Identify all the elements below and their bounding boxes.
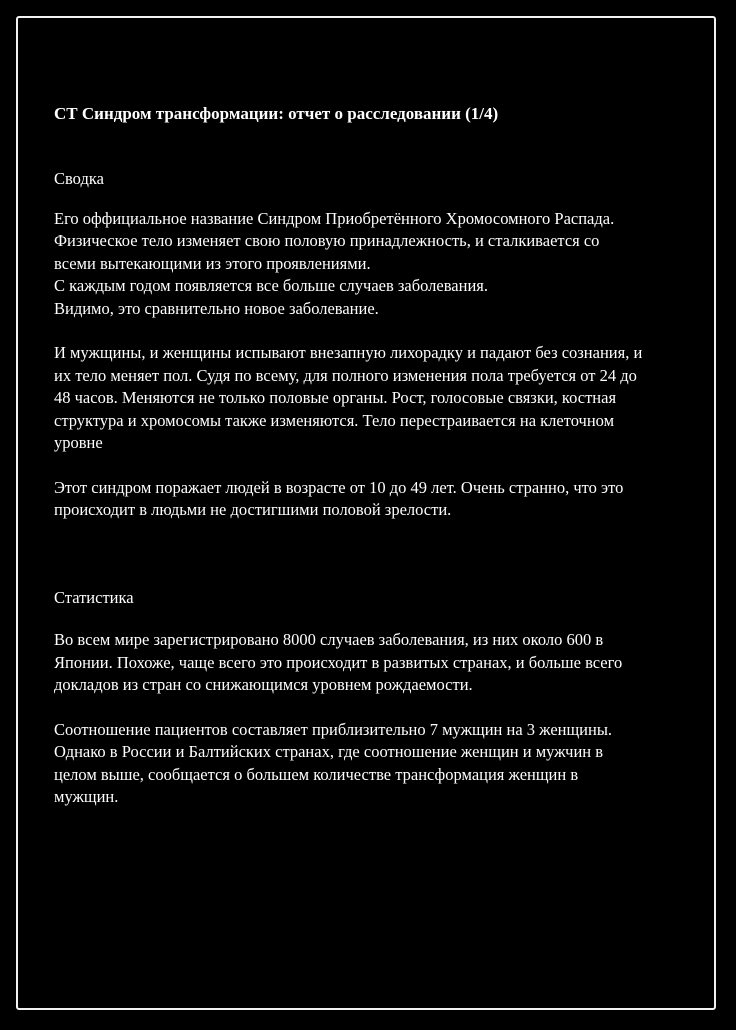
page-title: СТ Синдром трансформации: отчет о расследовании (1/4) [54, 104, 499, 123]
text-line: Во всем мире зарегистрировано 8000 случаев заболевания, из них около 600 в [54, 630, 604, 649]
text-line: Его оффициальное название Синдром Приобретённого Хромосомного Распада. [54, 208, 615, 228]
text-line: С каждым годом появляется все больше случаев заболевания. [54, 276, 488, 295]
document-body [54, 102, 704, 809]
text-line: 48 часов. Меняются не только половые органы. Рост, голосовые связки, костная [54, 388, 617, 407]
text-line: Соотношение пациентов составляет приблизительно 7 мужщин на 3 женщины. [54, 719, 613, 739]
text-line: всеми вытекающими из этого проявлениями. [54, 253, 371, 273]
text-line: Однако в России и Балтийских странах, где соотношение женщин и мужчин в [54, 742, 604, 761]
summary-paragraph-3 [54, 477, 704, 522]
text-line: их тело меняет пол. Судя по всему, для полного изменения пола требуется от 24 до [54, 365, 637, 385]
section-heading-summary: Сводка [54, 169, 104, 188]
section-heading-statistics: Статистика [54, 587, 134, 607]
summary-paragraph-1 [54, 208, 704, 321]
text-line: уровне [54, 433, 103, 452]
text-line: Видимо, это сравнительно новое заболевание. [54, 298, 379, 318]
text-line: Физическое тело изменяет свою половую принадлежность, и сталкивается со [54, 231, 600, 250]
statistics-paragraph-2 [54, 719, 704, 809]
text-line: происходит в людьми не достигшими половой зрелости. [54, 500, 452, 519]
text-line: Этот синдром поражает людей в возрасте от 10 до 49 лет. Очень странно, что это [54, 477, 624, 497]
text-line: Японии. Похоже, чаще всего это происходит в развитых странах, и больше всего [54, 652, 623, 672]
text-line: структура и хромосомы также изменяются. Тело перестраивается на клеточном [54, 410, 615, 430]
summary-paragraph-2 [54, 342, 704, 455]
text-line: И мужщины, и женщины испывают внезапную лихорадку и падают без сознания, и [54, 343, 643, 362]
statistics-paragraph-1 [54, 629, 704, 697]
text-line: докладов из стран со снижающимся уровнем рождаемости. [54, 675, 473, 694]
text-line: мужщин. [54, 787, 119, 806]
text-line: целом выше, сообщается о большем количестве трансформация женщин в [54, 764, 579, 784]
